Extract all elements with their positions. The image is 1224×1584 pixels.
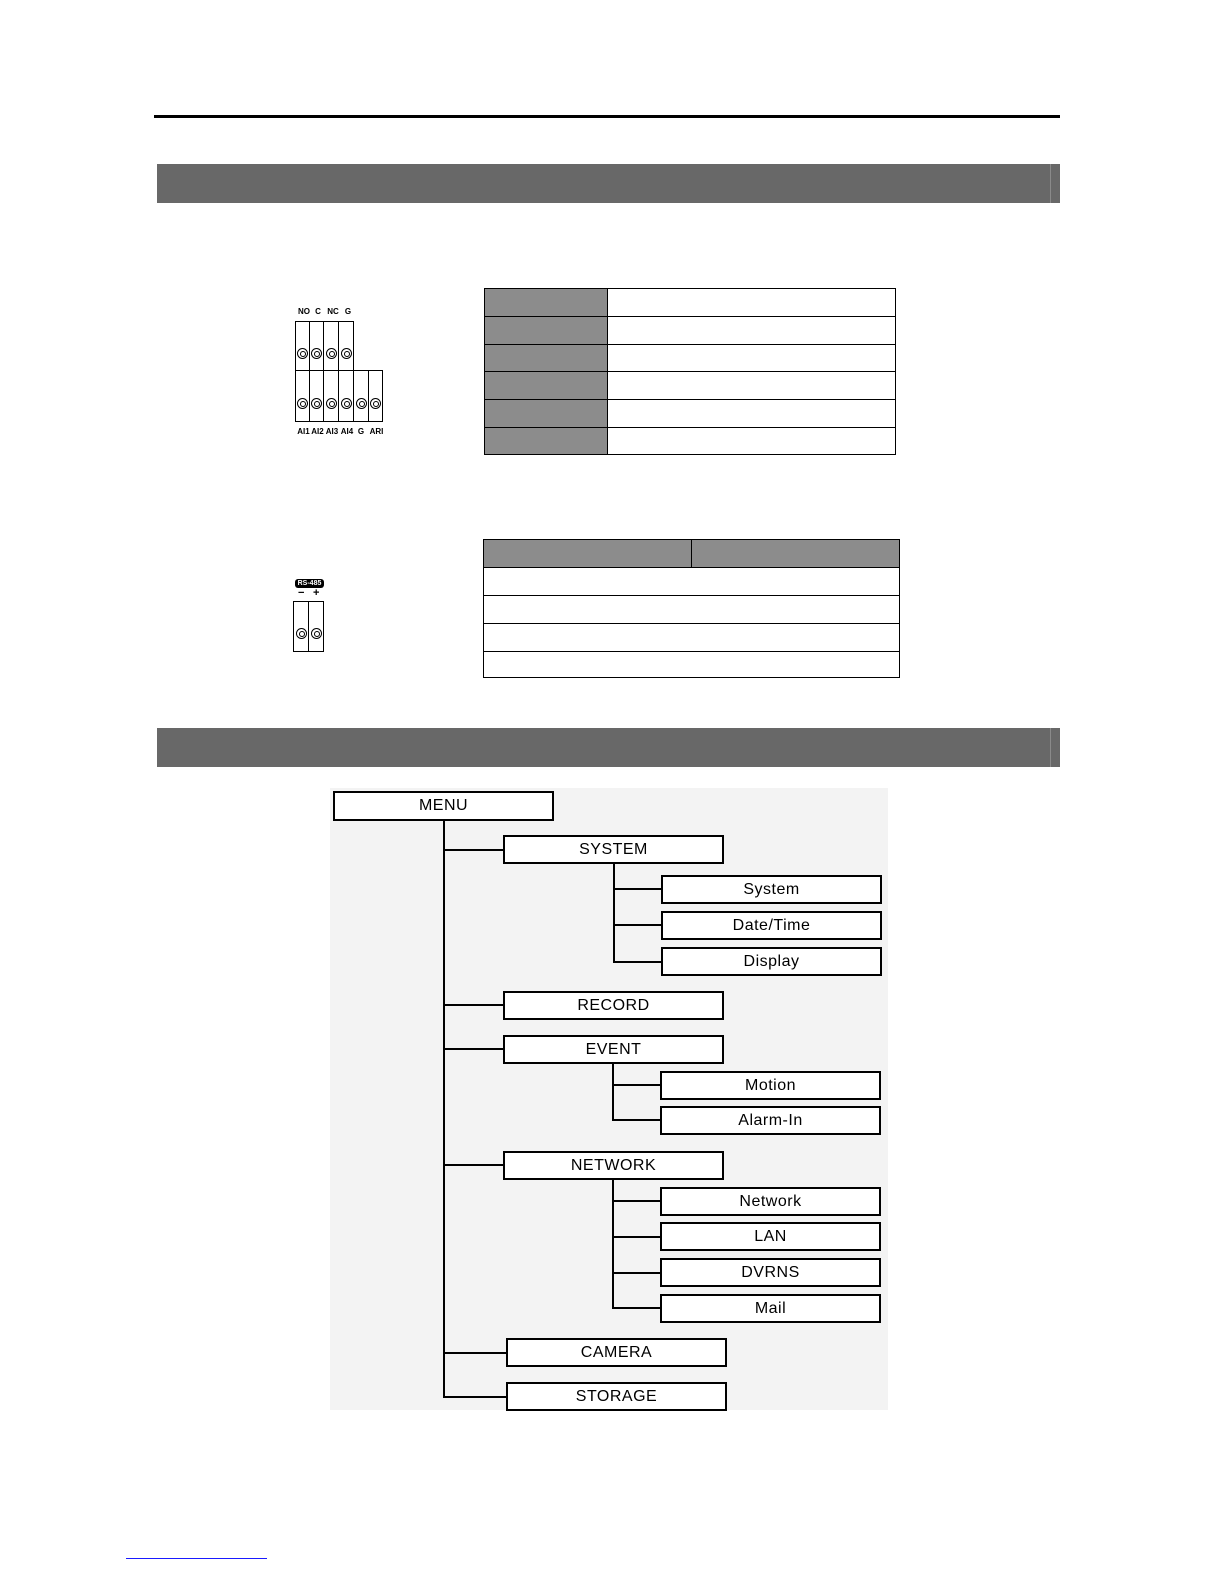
table-cell: [608, 428, 896, 455]
terminal-label: AI4: [340, 427, 354, 436]
section-header-band: [157, 164, 1060, 203]
submenu-datetime-box: Date/Time: [661, 911, 882, 940]
plus-sign: +: [313, 587, 320, 599]
table-cell: [485, 428, 608, 455]
tree-connector: [613, 961, 662, 963]
table-cell: [485, 400, 608, 428]
screw-icon: [370, 398, 381, 409]
terminal-cell: [309, 370, 324, 422]
screw-icon: [326, 398, 337, 409]
menu-record-box: RECORD: [503, 991, 724, 1020]
tree-connector: [443, 1396, 507, 1398]
menu-storage-box: STORAGE: [506, 1382, 727, 1411]
table-cell: [608, 400, 896, 428]
terminal-label: G: [357, 427, 365, 436]
submenu-mail-box: Mail: [660, 1294, 881, 1323]
screw-icon: [311, 628, 322, 639]
menu-root-box: MENU: [333, 791, 554, 821]
table-row: [484, 596, 900, 624]
table-row: [485, 345, 896, 372]
tree-connector: [443, 849, 504, 851]
table-row: [485, 400, 896, 428]
terminal-label: ARI: [369, 427, 384, 436]
table-row: [485, 317, 896, 345]
table-header-cell: [484, 540, 692, 568]
footer-link-underline: [126, 1558, 267, 1559]
tree-connector: [443, 820, 445, 1398]
header-rule: [154, 115, 1060, 118]
alarm-pin-table: [484, 288, 896, 455]
tree-connector: [612, 1272, 661, 1274]
terminal-cell: [295, 370, 310, 422]
table-cell: [484, 624, 900, 652]
table-cell: [485, 317, 608, 345]
table-row: [484, 652, 900, 678]
screw-icon: [326, 348, 337, 359]
table-header-cell: [692, 540, 900, 568]
screw-icon: [311, 398, 322, 409]
terminal-cell: [295, 321, 310, 371]
terminal-cell: [353, 370, 369, 422]
terminal-label: C: [315, 307, 321, 316]
submenu-alarm-in-box: Alarm-In: [660, 1106, 881, 1135]
tree-connector: [613, 888, 662, 890]
terminal-cell: [308, 601, 324, 652]
table-cell: [485, 289, 608, 317]
tree-connector: [613, 863, 615, 963]
submenu-display-box: Display: [661, 947, 882, 976]
terminal-cell: [293, 601, 309, 652]
tree-connector: [612, 1178, 614, 1309]
tree-connector: [612, 1084, 661, 1086]
table-row: [485, 428, 896, 455]
terminal-cell: [309, 321, 324, 371]
terminal-label: AI2: [311, 427, 324, 436]
submenu-lan-box: LAN: [660, 1222, 881, 1251]
terminal-cell: [368, 370, 383, 422]
terminal-label: G: [344, 307, 352, 316]
terminal-cell: [338, 321, 354, 371]
table-header-row: [484, 540, 900, 568]
menu-camera-box: CAMERA: [506, 1338, 727, 1367]
screw-icon: [297, 348, 308, 359]
menu-system-box: SYSTEM: [503, 835, 724, 864]
screw-icon: [297, 398, 308, 409]
tree-connector: [612, 1236, 661, 1238]
tree-connector: [443, 1352, 507, 1354]
table-row: [485, 289, 896, 317]
minus-sign: −: [298, 587, 305, 599]
tree-connector: [612, 1119, 661, 1121]
table-cell: [484, 596, 900, 624]
table-cell: [608, 289, 896, 317]
submenu-system-box: System: [661, 875, 882, 904]
tree-connector: [443, 1004, 504, 1006]
submenu-motion-box: Motion: [660, 1071, 881, 1100]
rs485-badge: RS-485: [295, 579, 324, 588]
screw-icon: [341, 398, 352, 409]
tree-connector: [443, 1164, 504, 1166]
table-cell: [608, 345, 896, 372]
tree-connector: [612, 1062, 614, 1121]
tree-connector: [612, 1307, 661, 1309]
rs485-pin-table: [483, 539, 900, 678]
submenu-network-box: Network: [660, 1187, 881, 1216]
terminal-label: AI1: [297, 427, 310, 436]
table-row: [484, 568, 900, 596]
table-cell: [484, 652, 900, 678]
tree-connector: [612, 1200, 661, 1202]
terminal-cell: [323, 321, 339, 371]
screw-icon: [311, 348, 322, 359]
screw-icon: [296, 628, 307, 639]
tree-connector: [613, 924, 662, 926]
menu-network-box: NETWORK: [503, 1151, 724, 1180]
terminal-label: NC: [327, 307, 339, 316]
terminal-label: AI3: [325, 427, 339, 436]
submenu-dvrns-box: DVRNS: [660, 1258, 881, 1287]
menu-event-box: EVENT: [503, 1035, 724, 1064]
screw-icon: [341, 348, 352, 359]
table-row: [484, 624, 900, 652]
table-cell: [485, 372, 608, 400]
terminal-cell: [323, 370, 339, 422]
section-header-band: [157, 728, 1060, 767]
screw-icon: [356, 398, 367, 409]
terminal-label: NO: [298, 307, 310, 316]
table-row: [485, 372, 896, 400]
table-cell: [608, 317, 896, 345]
tree-connector: [443, 1048, 504, 1050]
table-cell: [485, 345, 608, 372]
table-cell: [608, 372, 896, 400]
table-cell: [484, 568, 900, 596]
terminal-cell: [338, 370, 354, 422]
